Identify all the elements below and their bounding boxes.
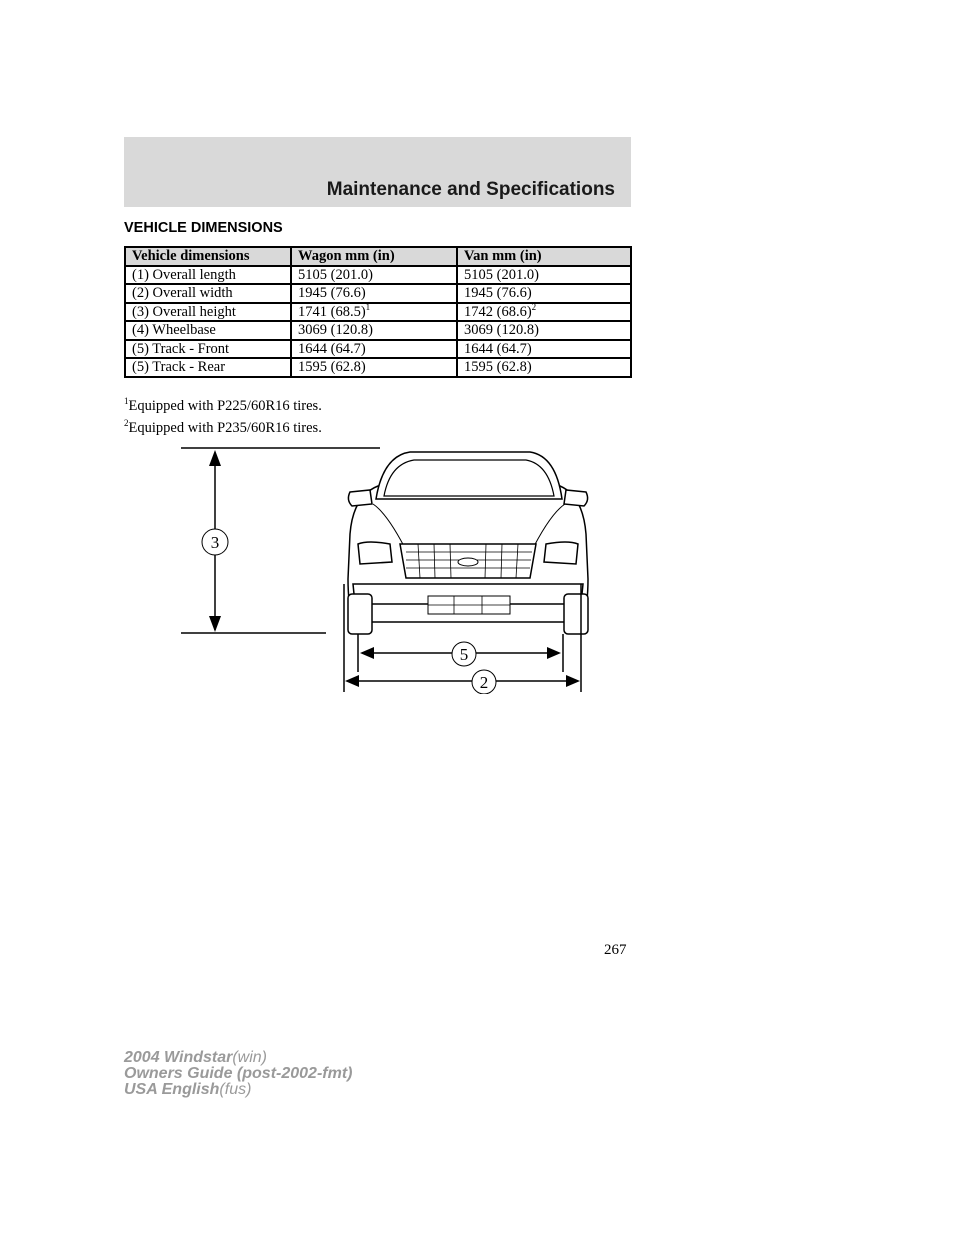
van-value: 1644 (64.7) <box>457 340 631 359</box>
column-header: Van mm (in) <box>457 247 631 266</box>
footnote-mark: 1 <box>124 396 129 406</box>
dimension-label: (5) Track - Front <box>125 340 291 359</box>
van-value: 1595 (62.8) <box>457 358 631 377</box>
table-header-row <box>125 247 631 266</box>
width-arrow-right <box>566 675 580 687</box>
table-row <box>125 303 631 322</box>
callout-height: 3 <box>210 533 220 552</box>
table-row <box>125 266 631 285</box>
wagon-value: 1741 (68.5) <box>298 303 366 320</box>
dimension-label: (1) Overall length <box>125 266 291 285</box>
header-band <box>124 137 631 207</box>
footer-model: 2004 Windstar <box>124 1049 233 1066</box>
van-value: 1742 (68.6) <box>464 303 532 320</box>
footer-language-code: (fus) <box>219 1081 252 1098</box>
column-header: Vehicle dimensions <box>125 247 291 266</box>
van-value: 5105 (201.0) <box>457 266 631 285</box>
van-value: 1945 (76.6) <box>457 284 631 303</box>
footnote-text: Equipped with P225/60R16 tires. <box>128 398 322 414</box>
section-title: VEHICLE DIMENSIONS <box>124 220 283 236</box>
track-arrow-left <box>360 647 374 659</box>
footer-model-code: (win) <box>232 1049 268 1066</box>
table-row <box>125 340 631 359</box>
dimension-label: (3) Overall height <box>125 303 291 322</box>
callout-track: 5 <box>459 645 469 664</box>
page-header-title: Maintenance and Specifications <box>326 179 615 200</box>
vehicle-dimensions-table <box>124 246 632 378</box>
footnote-mark: 2 <box>124 418 129 428</box>
height-arrow-top <box>209 450 221 466</box>
wagon-value: 3069 (120.8) <box>291 321 457 340</box>
table-row <box>125 321 631 340</box>
wagon-value: 1644 (64.7) <box>291 340 457 359</box>
track-arrow-right <box>547 647 561 659</box>
column-header: Wagon mm (in) <box>291 247 457 266</box>
height-arrow-bottom <box>209 616 221 632</box>
width-arrow-left <box>345 675 359 687</box>
wagon-value: 1945 (76.6) <box>291 284 457 303</box>
van-value: 3069 (120.8) <box>457 321 631 340</box>
dimension-label: (4) Wheelbase <box>125 321 291 340</box>
footnote-ref: 1 <box>365 301 371 312</box>
van-value-cell <box>457 303 631 322</box>
footnote-1 <box>124 398 322 415</box>
page-number: 267 <box>604 942 627 958</box>
footer-guide: Owners Guide (post-2002-fmt) <box>124 1065 353 1082</box>
footnote-ref: 2 <box>531 301 537 312</box>
footnote-2 <box>124 420 322 437</box>
vehicle-drawing <box>348 452 588 634</box>
dimension-label: (5) Track - Rear <box>125 358 291 377</box>
vehicle-front-view-figure <box>178 444 598 694</box>
wagon-value-cell <box>291 303 457 322</box>
footnote-text: Equipped with P235/60R16 tires. <box>128 420 322 436</box>
wagon-value: 5105 (201.0) <box>291 266 457 285</box>
wagon-value: 1595 (62.8) <box>291 358 457 377</box>
emblem-icon <box>458 558 478 566</box>
dimension-label: (2) Overall width <box>125 284 291 303</box>
footer-language: USA English <box>124 1081 220 1098</box>
table-row <box>125 284 631 303</box>
document-footer <box>124 1050 352 1098</box>
table-row <box>125 358 631 377</box>
callout-width: 2 <box>479 673 489 692</box>
